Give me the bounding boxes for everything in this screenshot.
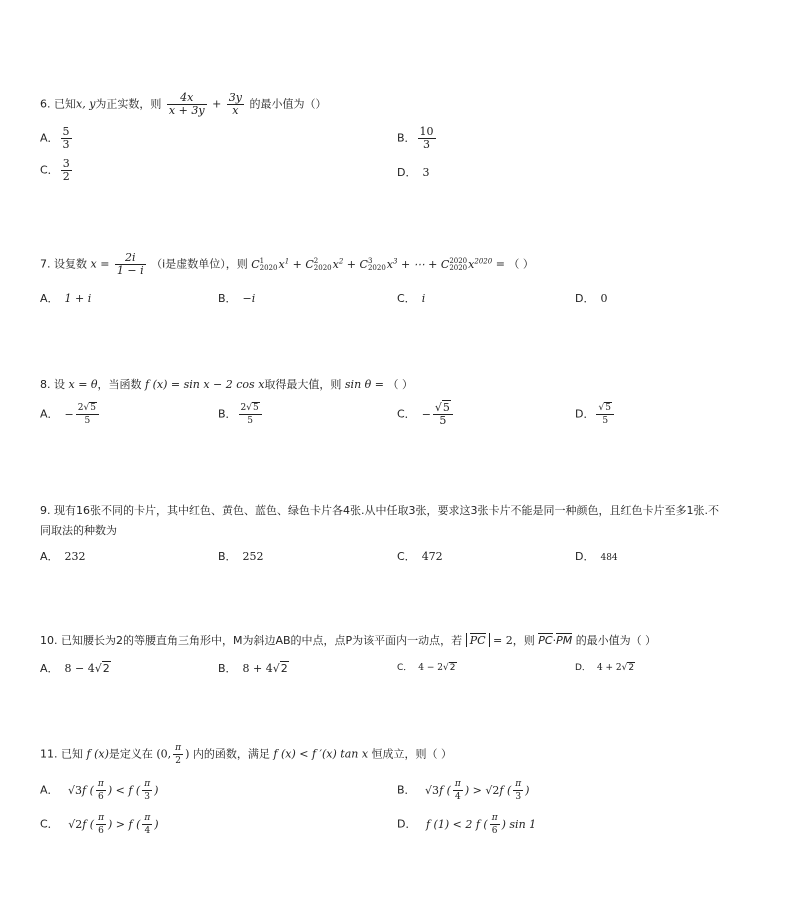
question-7-stem: 7. 设复数 x = $\frac{2i}{1 - i}$ （i是虚数单位），则 C 1 2020 $x^1 + C$ 2 2020 $x^2 + C$ 3 2020 $x^3$ + ⋯ + C 2020 2020 $x^{2020}$ = （ ）	[40, 251, 534, 277]
option-c[interactable]: C． 4 − 2√2	[397, 663, 456, 673]
binomial-sum: C 1 2020 $x^1 + C$ 2 2020 $x^2 + C$ 3 2020 $x^3$ + ⋯ + C 2020 2020 $x^{2020}$	[251, 256, 493, 272]
question-9-line-2: 同取法的种数为	[40, 524, 117, 537]
question-6-stem: 6. 已知x, y为正实数，则 $\frac{4x}{x + 3y}$ + $\frac{3y}{x}$ 的最小值为（）	[40, 91, 327, 117]
option-d[interactable]: D． f (1) < 2 f ( $\frac{\pi}{6}$ ) sin 1	[397, 813, 537, 836]
option-c[interactable]: C． √2f ( $\frac{\pi}{6}$ ) > f ( $\frac{\pi}{4}$ )	[40, 813, 159, 836]
option-d[interactable]: D． $\frac{√5}{5}$	[575, 402, 616, 427]
option-d[interactable]: D． 484	[575, 550, 618, 563]
option-d[interactable]: D． 3	[397, 166, 430, 179]
option-a[interactable]: A． 8 − 4√2	[40, 662, 110, 675]
option-c[interactable]: C． i	[397, 292, 426, 305]
option-a[interactable]: A． − $\frac{2√5}{5}$	[40, 402, 101, 427]
option-b[interactable]: B． 8 + 4√2	[218, 662, 288, 675]
option-a[interactable]: A． 232	[40, 550, 86, 563]
option-a[interactable]: A． √3f ( $\frac{\pi}{6}$ ) < f ( $\frac{\pi}{3}$ )	[40, 779, 159, 802]
option-b[interactable]: B． $\frac{2√5}{5}$	[218, 402, 264, 427]
option-c[interactable]: C． $\frac{3}{2}$	[40, 157, 70, 183]
option-b[interactable]: B． 252	[218, 550, 264, 563]
option-c[interactable]: C． 472	[397, 550, 443, 563]
option-d[interactable]: D． 4 + 2√2	[575, 663, 635, 673]
option-a[interactable]: A． $\frac{5}{3}$	[40, 125, 70, 151]
option-c[interactable]: C． − $\frac{√5}{5}$	[397, 402, 455, 427]
question-11-stem: 11. 已知 f (x)是定义在 (0, $\frac{\pi}{2}$ ) 内的函数，满足 f (x) < f ′(x) tan x 恒成立，则（ ）	[40, 743, 453, 766]
option-a[interactable]: A． 1 + i	[40, 292, 92, 305]
option-b[interactable]: B． $\frac{10}{3}$	[397, 125, 434, 151]
question-9-line-1: 9. 现有16张不同的卡片，其中红色、黄色、蓝色、绿色卡片各4张.从中任取3张，要求这3张卡片不能是同一种颜色，且红色卡片至多1张.不	[40, 504, 719, 517]
fraction: $\frac{3y}{x}$	[228, 91, 242, 117]
option-b[interactable]: B． √3f ( $\frac{\pi}{4}$ ) > √2f ( $\frac{\pi}{3}$ )	[397, 779, 530, 802]
question-10-stem: 10. 已知腰长为2的等腰直角三角形中，M为斜边AB的中点，点P为该平面内一动点，若 PC = 2，则 PC·PM 的最小值为（ ）	[40, 634, 657, 647]
option-b[interactable]: B． −i	[218, 292, 256, 305]
question-8-stem: 8. 设 x = θ，当函数 f (x) = sin x − 2 cos x取得最大值，则 sin θ = （ ）	[40, 378, 413, 391]
fraction: $\frac{4x}{x + 3y}$	[168, 91, 205, 117]
option-d[interactable]: D． 0	[575, 292, 608, 305]
